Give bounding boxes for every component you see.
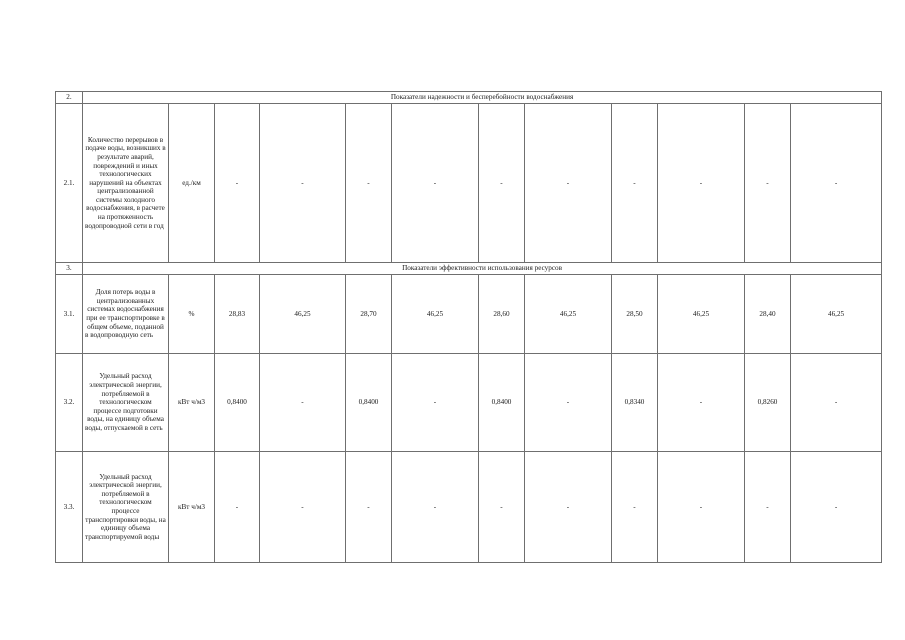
section-row: [56, 92, 882, 104]
table-row: [56, 104, 882, 263]
value-cell: -: [392, 452, 479, 563]
value-cell: -: [525, 104, 612, 263]
value-cell: -: [525, 452, 612, 563]
value-cell: 28,40: [745, 275, 791, 354]
value-cell: -: [215, 452, 260, 563]
section-row: [56, 263, 882, 275]
section-number: 3.: [56, 263, 83, 275]
value-cell: -: [612, 452, 658, 563]
value-cell: -: [658, 354, 745, 452]
indicators-table: [55, 91, 882, 563]
unit-cell: ед./км: [169, 104, 215, 263]
value-cell: 28,70: [346, 275, 392, 354]
value-cell: 46,25: [392, 275, 479, 354]
value-cell: -: [745, 452, 791, 563]
value-cell: 28,60: [479, 275, 525, 354]
value-cell: -: [260, 104, 346, 263]
value-cell: 46,25: [791, 275, 882, 354]
value-cell: -: [658, 452, 745, 563]
indicator-description: Количество перерывов в подаче воды, возникших в результате аварий, повреждений и иных технологических нарушений на объектах централизованной системы холодного водоснабжения, в расчете на протяженность водопроводной сети в год: [83, 104, 169, 263]
value-cell: -: [346, 452, 392, 563]
indicator-description: Удельный расход электрической энергии, потребляемой в технологическом процессе подготовки воды, на единицу объема воды, отпускаемой в сеть: [83, 354, 169, 452]
value-cell: 0,8400: [346, 354, 392, 452]
indicator-description: Удельный расход электрической энергии, потребляемой в технологическом процессе транспортировки воды, на единицу объема транспортируемой воды: [83, 452, 169, 563]
value-cell: -: [658, 104, 745, 263]
table-row: [56, 354, 882, 452]
value-cell: -: [479, 452, 525, 563]
value-cell: 46,25: [260, 275, 346, 354]
section-number: 2.: [56, 92, 83, 104]
value-cell: -: [791, 354, 882, 452]
value-cell: -: [791, 452, 882, 563]
value-cell: -: [525, 354, 612, 452]
table-row: [56, 452, 882, 563]
value-cell: 0,8340: [612, 354, 658, 452]
value-cell: -: [260, 452, 346, 563]
table-row: [56, 275, 882, 354]
value-cell: -: [791, 104, 882, 263]
value-cell: 0,8260: [745, 354, 791, 452]
row-number: 3.1.: [56, 275, 83, 354]
unit-cell: кВт ч/м3: [169, 452, 215, 563]
value-cell: 46,25: [525, 275, 612, 354]
value-cell: -: [260, 354, 346, 452]
row-number: 2.1.: [56, 104, 83, 263]
section-title: Показатели надежности и бесперебойности водоснабжения: [83, 92, 882, 104]
value-cell: 28,83: [215, 275, 260, 354]
value-cell: -: [612, 104, 658, 263]
section-title: Показатели эффективности использования ресурсов: [83, 263, 882, 275]
indicator-description: Доля потерь воды в централизованных системах водоснабжения при ее транспортировке в общем объеме, поданной в водопроводную сеть: [83, 275, 169, 354]
value-cell: 46,25: [658, 275, 745, 354]
value-cell: -: [745, 104, 791, 263]
unit-cell: %: [169, 275, 215, 354]
row-number: 3.3.: [56, 452, 83, 563]
value-cell: -: [479, 104, 525, 263]
unit-cell: кВт ч/м3: [169, 354, 215, 452]
value-cell: -: [346, 104, 392, 263]
value-cell: -: [392, 104, 479, 263]
value-cell: -: [215, 104, 260, 263]
value-cell: -: [392, 354, 479, 452]
value-cell: 0,8400: [215, 354, 260, 452]
row-number: 3.2.: [56, 354, 83, 452]
value-cell: 0,8400: [479, 354, 525, 452]
value-cell: 28,50: [612, 275, 658, 354]
